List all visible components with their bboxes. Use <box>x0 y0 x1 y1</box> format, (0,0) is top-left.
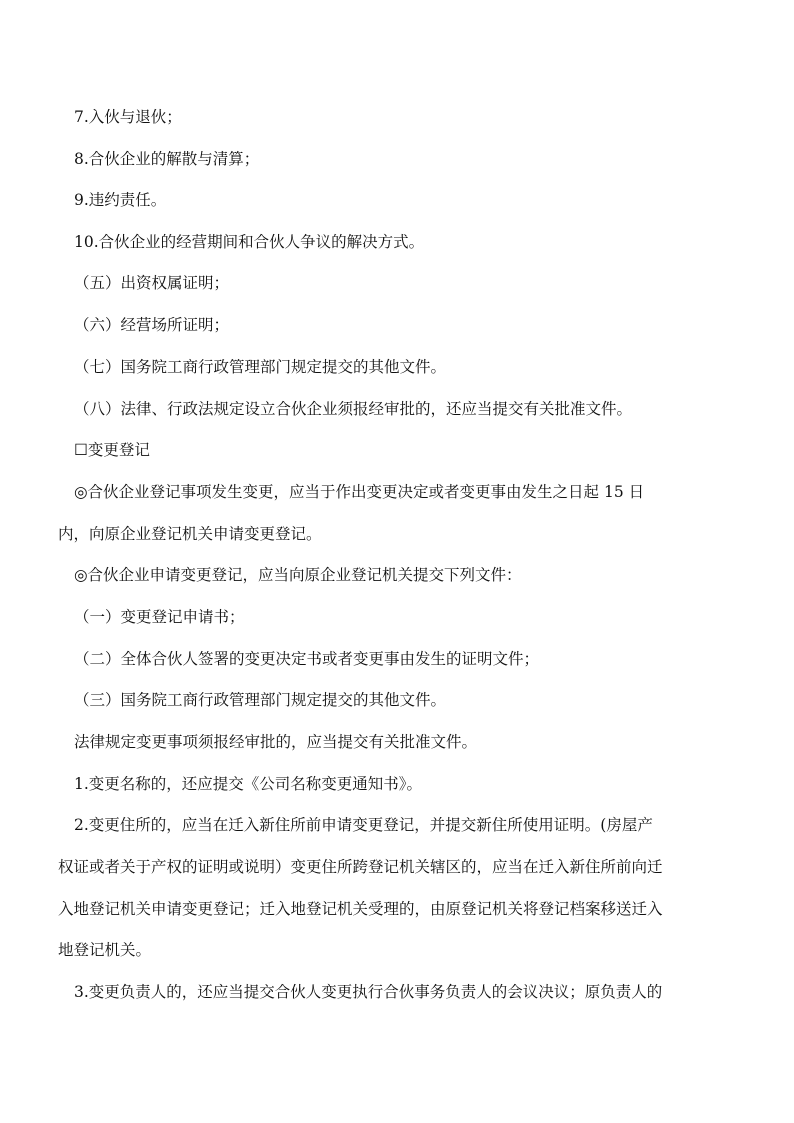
paragraph-change-other-documents: （三）国务院工商行政管理部门规定提交的其他文件。 <box>74 691 447 709</box>
paragraph-approval-documents: （八）法律、行政法规定设立合伙企业须报经审批的，还应当提交有关批准文件。 <box>74 400 633 418</box>
paragraph-address-change-line1: 2.变更住所的，应当在迁入新住所前申请变更登记，并提交新住所使用证明。(房屋产 <box>74 816 653 834</box>
paragraph-dissolution-liquidation: 8.合伙企业的解散与清算； <box>74 150 260 168</box>
paragraph-change-application: （一）变更登记申请书； <box>74 608 245 626</box>
paragraph-admission-withdrawal: 7.入伙与退伙； <box>74 108 182 126</box>
paragraph-breach-liability: 9.违约责任。 <box>74 191 167 209</box>
paragraph-change-decision: （二）全体合伙人签署的变更决定书或者变更事由发生的证明文件； <box>74 650 540 668</box>
paragraph-other-documents: （七）国务院工商行政管理部门规定提交的其他文件。 <box>74 358 447 376</box>
paragraph-capital-ownership-proof: （五）出资权属证明； <box>74 274 230 292</box>
paragraph-change-deadline-line2: 内，向原企业登记机关申请变更登记。 <box>58 525 322 543</box>
paragraph-address-change-line3: 入地登记机关申请变更登记；迁入地登记机关受理的，由原登记机关将登记档案移送迁入 <box>58 900 663 918</box>
paragraph-name-change: 1.变更名称的，还应提交《公司名称变更通知书》。 <box>74 775 423 793</box>
paragraph-leader-change: 3.变更负责人的，还应当提交合伙人变更执行合伙事务负责人的会议决议；原负责人的 <box>74 983 663 1001</box>
paragraph-address-change-line4: 地登记机关。 <box>58 941 152 959</box>
paragraph-address-change-line2: 权证或者关于产权的证明或说明）变更住所跨登记机关辖区的，应当在迁入新住所前向迁 <box>58 858 663 876</box>
paragraph-change-documents-intro: ◎合伙企业申请变更登记，应当向原企业登记机关提交下列文件： <box>74 566 522 584</box>
paragraph-premises-proof: （六）经营场所证明； <box>74 316 230 334</box>
paragraph-term-and-disputes: 10.合伙企业的经营期间和合伙人争议的解决方式。 <box>74 233 425 251</box>
paragraph-change-deadline-line1: ◎合伙企业登记事项发生变更，应当于作出变更决定或者变更事由发生之日起 15 日 <box>74 483 645 501</box>
section-heading-change-registration: ☐变更登记 <box>74 441 150 459</box>
paragraph-change-approval: 法律规定变更事项须报经审批的，应当提交有关批准文件。 <box>74 733 478 751</box>
